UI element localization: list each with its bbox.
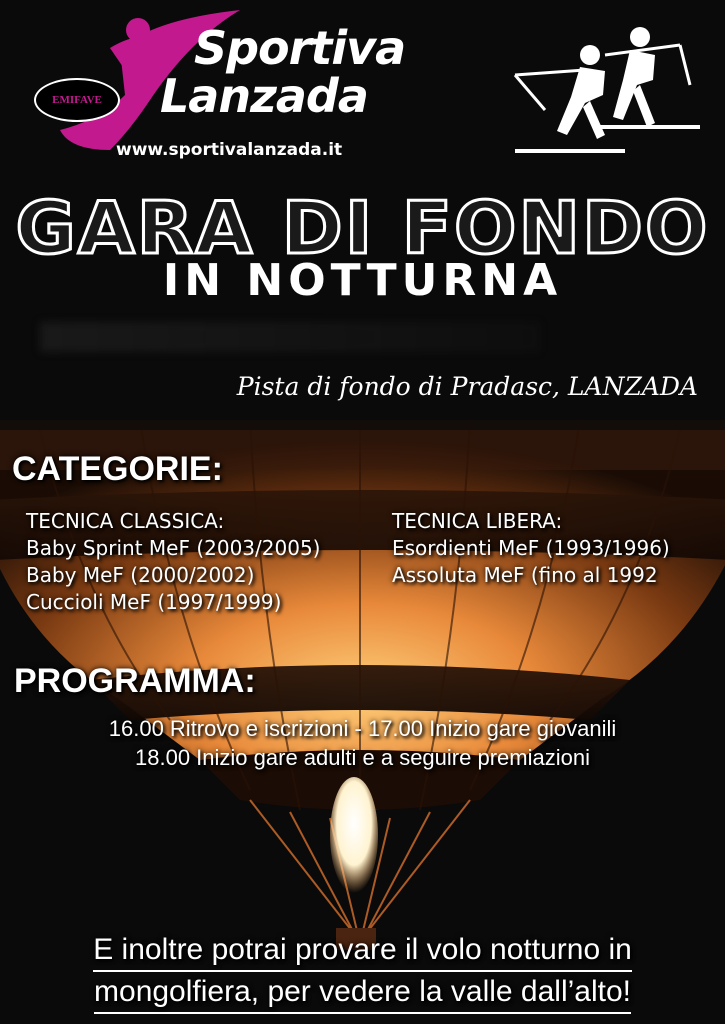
categorie-right-item: Assoluta MeF (fino al 1992 bbox=[392, 563, 658, 587]
title-main: GARA DI FONDO bbox=[15, 186, 710, 270]
website-link[interactable]: www.sportivalanzada.it bbox=[116, 140, 343, 160]
categorie-right-item: TECNICA LIBERA: bbox=[392, 509, 563, 533]
faded-background-text bbox=[40, 322, 540, 352]
footer-line: mongolfiera, per vedere la valle dall’alto! bbox=[94, 972, 631, 1014]
footer-line: E inoltre potrai provare il volo notturno in bbox=[93, 930, 632, 972]
categorie-right-column bbox=[392, 508, 670, 589]
categorie-left-item: TECNICA CLASSICA: bbox=[26, 509, 225, 533]
categorie-heading: CATEGORIE: bbox=[12, 450, 223, 488]
club-name-line2: Lanzada bbox=[160, 69, 368, 123]
venue: Pista di fondo di Pradasc, LANZADA bbox=[236, 372, 698, 401]
categorie-left-item: Baby Sprint MeF (2003/2005) bbox=[26, 536, 321, 560]
club-name-line1: Sportiva bbox=[194, 21, 406, 75]
skiers-icon bbox=[505, 25, 700, 160]
categorie-left-item: Cuccioli MeF (1997/1999) bbox=[26, 590, 282, 614]
footer-promo bbox=[0, 930, 725, 1014]
programma-heading: PROGRAMMA: bbox=[14, 662, 256, 700]
categorie-right-item: Esordienti MeF (1993/1996) bbox=[392, 536, 670, 560]
categorie-left-column bbox=[26, 508, 320, 616]
programma-line: 16.00 Ritrovo e iscrizioni - 17.00 Inizio gare giovanili bbox=[108, 716, 617, 741]
logo-seal: EMIFAVE bbox=[34, 78, 120, 122]
programma-line: 18.00 Inizio gare adulti e a seguire premiazioni bbox=[135, 745, 590, 770]
categorie-left-item: Baby MeF (2000/2002) bbox=[26, 563, 255, 587]
title-sub: IN NOTTURNA bbox=[162, 255, 563, 306]
club-name bbox=[160, 21, 450, 123]
programma-lines bbox=[0, 714, 725, 772]
